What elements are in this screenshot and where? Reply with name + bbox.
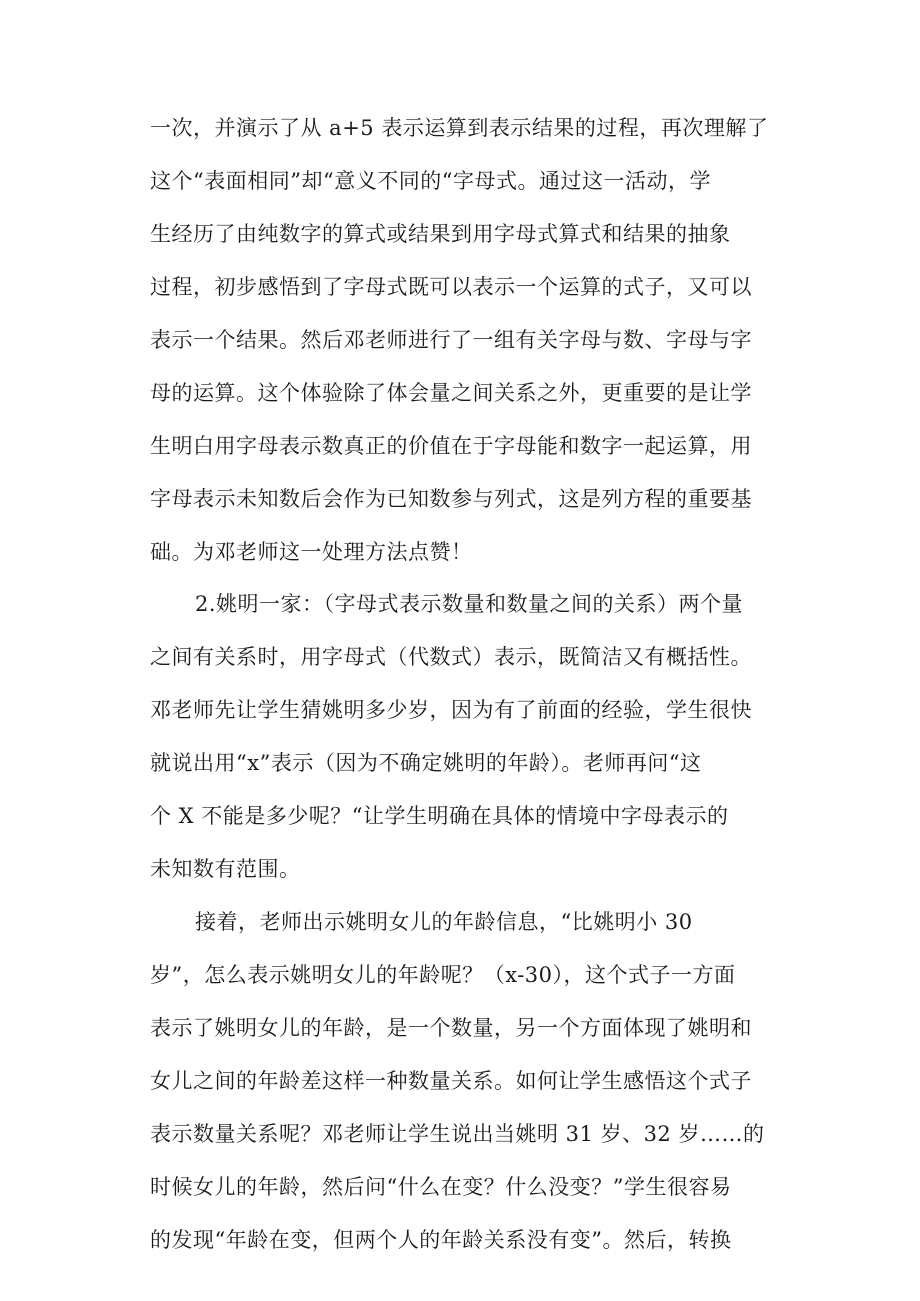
text-line: 表示一个结果。然后邓老师进行了一组有关字母与数、字母与字 [150, 328, 752, 352]
text-line: 接着，老师出示姚明女儿的年龄信息，“比姚明小 30 [195, 910, 693, 934]
text-line: 这个“表面相同”却“意义不同的“字母式。通过这一活动，学 [150, 169, 711, 193]
text-line: 母的运算。这个体验除了体会量之间关系之外，更重要的是让学 [150, 381, 752, 405]
text-line: 时候女儿的年龄，然后问“什么在变？什么没变？”学生很容易 [150, 1175, 732, 1199]
text-line: 字母表示未知数后会作为已知数参与列式，这是列方程的重要基 [150, 487, 752, 511]
text-line: 生明白用字母表示数真正的价值在于字母能和数字一起运算，用 [150, 434, 752, 458]
text-line: 表示了姚明女儿的年龄，是一个数量，另一个方面体现了姚明和 [150, 1016, 752, 1040]
text-line: 就说出用“x”表示（因为不确定姚明的年龄）。老师再问“这 [150, 751, 702, 775]
text-line: 的发现“年龄在变，但两个人的年龄关系没有变”。然后，转换 [150, 1228, 732, 1252]
text-line: 个 X 不能是多少呢？“让学生明确在具体的情境中字母表示的 [150, 804, 729, 828]
text-line: 未知数有范围。 [150, 857, 301, 881]
text-line: 生经历了由纯数字的算式或结果到用字母式算式和结果的抽象 [150, 222, 731, 246]
text-line: 过程，初步感悟到了字母式既可以表示一个运算的式子，又可以 [150, 275, 752, 299]
text-line: 一次，并演示了从 a+5 表示运算到表示结果的过程，再次理解了 [150, 116, 769, 140]
text-line: 之间有关系时，用字母式（代数式）表示，既简洁又有概括性。 [150, 645, 752, 669]
text-line: 础。为邓老师这一处理方法点赞！ [150, 540, 473, 564]
text-line: 2.姚明一家：（字母式表示数量和数量之间的关系）两个量 [195, 592, 744, 616]
text-line: 表示数量关系呢？邓老师让学生说出当姚明 31 岁、32 岁……的 [150, 1122, 765, 1146]
text-line: 女儿之间的年龄差这样一种数量关系。如何让学生感悟这个式子 [150, 1069, 752, 1093]
text-line: 岁”，怎么表示姚明女儿的年龄呢？（x-30），这个式子一方面 [150, 963, 736, 987]
text-line: 邓老师先让学生猜姚明多少岁，因为有了前面的经验，学生很快 [150, 698, 752, 722]
